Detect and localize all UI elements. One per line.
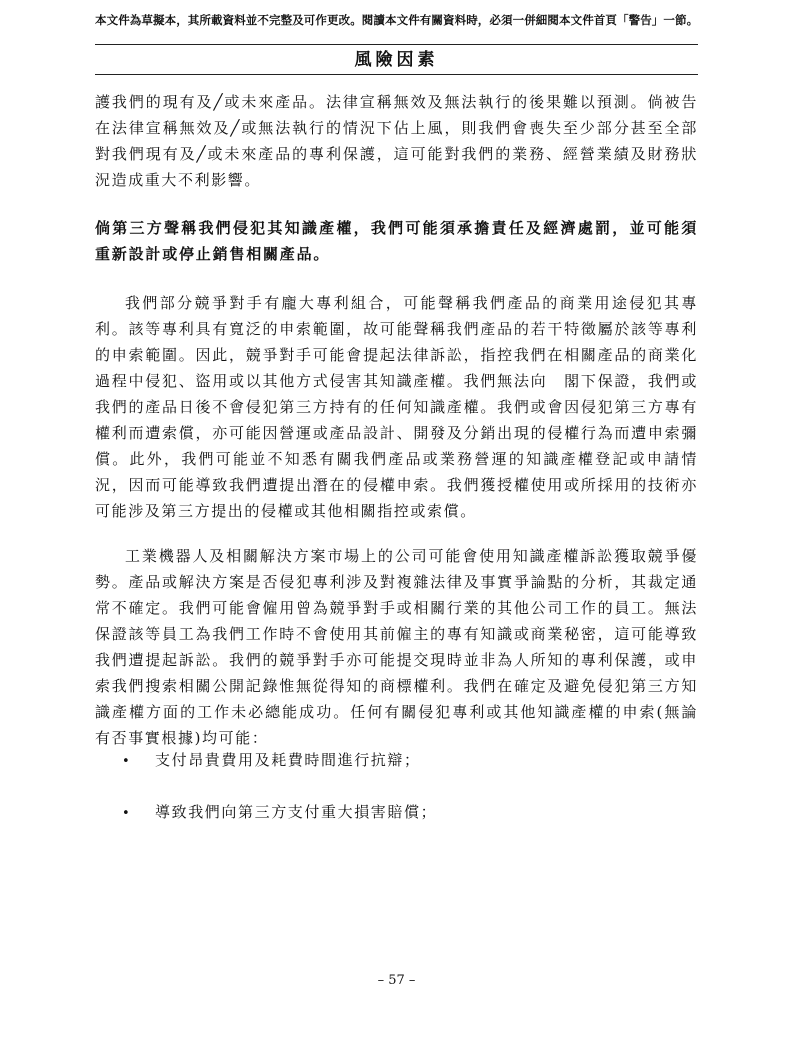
paragraph-patent-invalidity: 護我們的現有及╱或未來產品。法律宣稱無效及無法執行的後果難以預測。倘被告在法律宣稱無效及╱或無法執行的情況下佔上風，則我們會喪失至少部分甚至全部對我們現有及╱或未來產品的專利保護，這可能對我們的業務、經營業績及財務狀況造成重大不利影響。 bbox=[95, 93, 698, 189]
list-item bbox=[122, 747, 682, 775]
risk-heading-ip-infringement: 倘第三方聲稱我們侵犯其知識產權，我們可能須承擔責任及經濟處罰，並可能須重新設計或停止銷售相關產品。 bbox=[95, 219, 698, 263]
page-number: – 57 – bbox=[377, 973, 416, 988]
header-rule-top bbox=[95, 44, 698, 45]
draft-warning-notice: 本文件為草擬本，其所載資料並不完整及可作更改。閱讀本文件有關資料時，必須一併細閱本文件首頁「警告」一節。 bbox=[95, 13, 699, 27]
paragraph-ip-litigation: 工業機器人及相關解決方案市場上的公司可能會使用知識產權訴訟獲取競爭優勢。產品或解決方案是否侵犯專利涉及對複雜法律及事實爭論點的分析，其裁定通常不確定。我們可能會僱用曾為競爭對手或相關行業的其他公司工作的員工。無法保證該等員工為我們工作時不會使用其前僱主的專有知識或商業秘密，這可能導致我們遭提起訴訟。我們的競爭對手亦可能提交現時並非為人所知的專利保護，或申索我們搜索相關公開記錄惟無從得知的商標權利。我們在確定及避免侵犯第三方知識產權方面的工作未必總能成功。任何有關侵犯專利或其他知識產權的申索(無論有否事實根據)均可能： bbox=[95, 547, 698, 747]
paragraph-competitor-patents: 我們部分競爭對手有龐大專利組合，可能聲稱我們產品的商業用途侵犯其專利。該等專利具有寬泛的申索範圍，故可能聲稱我們產品的若干特徵屬於該等專利的申索範圍。因此，競爭對手可能會提起法律訴訟，指控我們在相關產品的商業化過程中侵犯、盜用或以其他方式侵害其知識產權。我們無法向 閣下保證，我們或我們的產品日後不會侵犯第三方持有的任何知識產權。我們或會因侵犯第三方專有權利而遭索償，亦可能因營運或產品設計、開發及分銷出現的侵權行為而遭申索彌償。此外，我們可能並不知悉有關我們產品或業務營運的知識產權登記或申請情況，因而可能導致我們遭提出潛在的侵權申索。我們獲授權使用或所採用的技術亦可能涉及第三方提出的侵權或其他相關指控或索償。 bbox=[95, 294, 698, 520]
list-item-text: 支付昂貴費用及耗費時間進行抗辯； bbox=[155, 751, 421, 769]
list-item bbox=[122, 799, 682, 827]
list-item-text: 導致我們向第三方支付重大損害賠償； bbox=[155, 803, 438, 821]
bullet-icon: • bbox=[122, 754, 132, 769]
section-title: 風險因素 bbox=[354, 50, 439, 70]
bullet-icon: • bbox=[122, 806, 132, 821]
header-rule-bottom bbox=[95, 74, 698, 75]
